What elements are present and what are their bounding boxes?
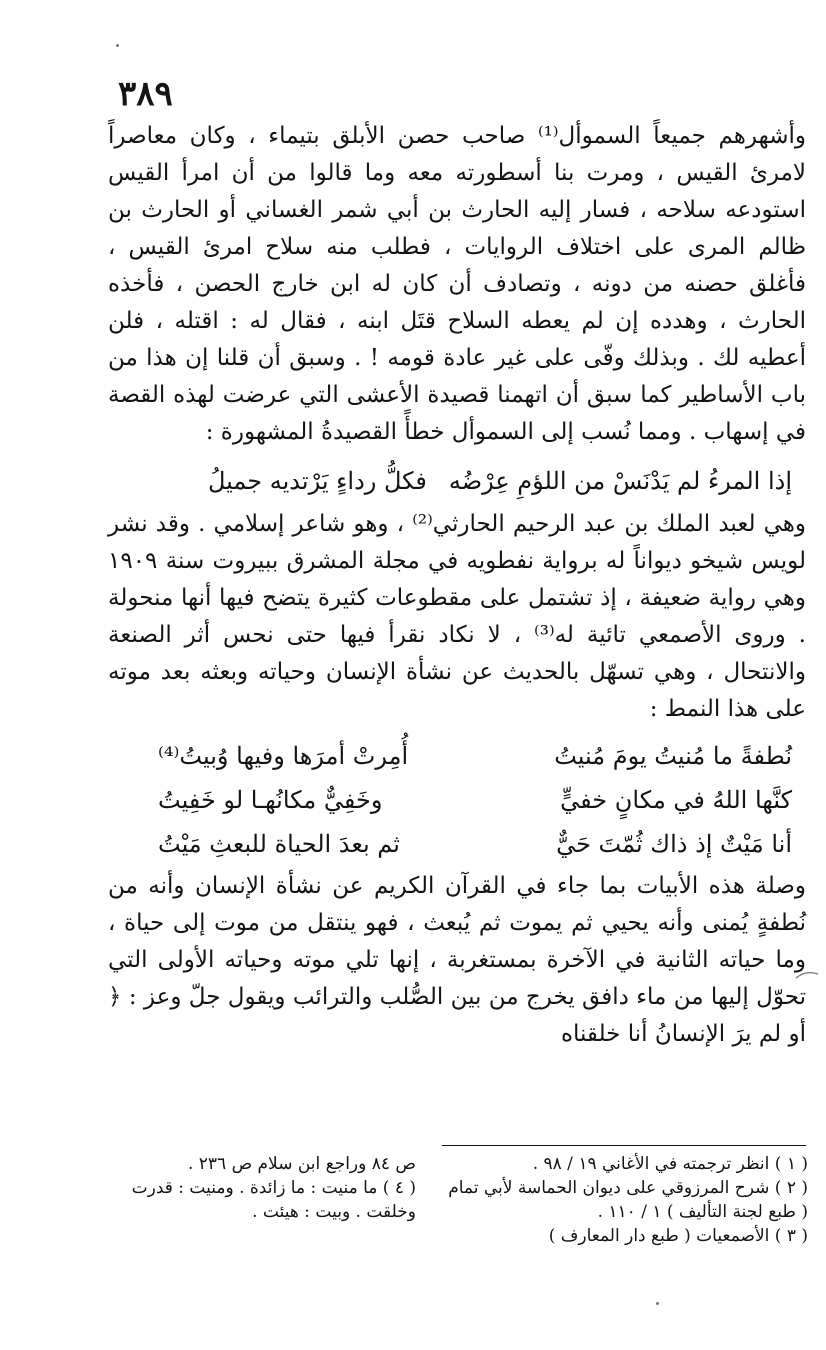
poem-second-hemistich: ثم بعدَ الحياة للبعثِ مَيْتُ (158, 830, 400, 858)
footnote-4: ( ٤ ) ما منيت : ما زائدة . ومنيت : قدرت (131, 1178, 416, 1198)
poem-verse (158, 734, 792, 778)
poem-block (108, 734, 806, 866)
paragraph-2: وهي لعبد الملك بن عبد الرحيم الحارثي⁽²⁾ ، وهو شاعر إسلامي . وقد نشر لويس شيخو ديواناً له برواية نفطويه في مجلة المشرق ببيروت سنة ١٩٠٩ وهي رواية ضعيفة ، إذ تشتمل على مقطوعات كثيرة يتضح فيها أنها منحولة . وروى الأصمعي تائية له⁽³⁾ ، لا نكاد نقرأ فيها حتى نحس أثر الصنعة والانتحال ، وهي تسهّل بالحديث عن نشأة الإنسان وحياته وبعثه بعد موته على هذا النمط : (108, 511, 806, 722)
footnote-1: ( ١ ) انظر ترجمته في الأغاني ١٩ / ٩٨ . (532, 1154, 808, 1174)
page-number: ٣٨٩ (118, 74, 173, 114)
verse-first-hemistich: إذا المرءُ لم يَدْنَسْ من اللؤمِ عِرْضُه (448, 467, 792, 495)
margin-mark (794, 968, 820, 980)
poem-second-hemistich: أُمِرتْ أمرَها وفيها وُبيتُ⁽⁴⁾ (158, 742, 409, 770)
poem-verse (158, 822, 792, 866)
verse-samaw-al (108, 461, 806, 502)
footnote-2: ( ٢ ) شرح المرزوقي على ديوان الحماسة لأبي تمام ( طبع لجنة التأليف ) ١ / ١١٠ . (448, 1178, 808, 1222)
paragraph-3: وصلة هذه الأبيات بما جاء في القرآن الكريم عن نشأة الإنسان وأنه من نُطفةٍ يُمنى وأنه يحيي ثم يموت ثم يُبعث ، فهو ينتقل من موت إلى حياة ، وما حياته الثانية في الآخرة بمستغربة ، إنها تلي موته وحياته الأولى التي تحوّل إليها من ماء دافق يخرج من بين الصُّلب والترائب ويقول جلّ وعز : ﴿ أو لم يرَ الإنسانُ أنا خلقناه (108, 873, 806, 1047)
footnote-3-continued: ص ٨٤ وراجع ابن سلام ص ٢٣٦ . (187, 1154, 416, 1174)
scan-speck (116, 44, 119, 47)
scan-speck (656, 1302, 659, 1305)
footnotes-right-column (440, 1152, 808, 1248)
poem-first-hemistich: أنا مَيْتٌ إذ ذاك ثُمّتَ حَيٌّ (556, 830, 792, 858)
poem-first-hemistich: نُطفةً ما مُنيتُ يومَ مُنيتُ (554, 742, 792, 770)
footnote-4-continued: وخلقت . وبيت : هيئت . (252, 1202, 416, 1222)
footnote-3: ( ٣ ) الأصمعيات ( طبع دار المعارف ) (548, 1226, 808, 1246)
verse-second-hemistich: فكلُّ رداءٍ يَرْتديه جميلُ (208, 467, 427, 495)
main-text (108, 118, 806, 1053)
footnotes-left-column (131, 1152, 416, 1224)
paragraph-1: وأشهرهم جميعاً السموأل⁽¹⁾ صاحب حصن الأبلق بتيماء ، وكان معاصراً لامرئ القيس ، ومرت بنا أسطورته معه وما قالوا من أن امرأ القيس استودعه سلاحه ، فسار إليه الحارث بن أبي شمر الغساني أو الحارث بن ظالم المرى على اختلاف الروايات ، فطلب منه سلاح امرئ القيس ، فأغلق حصنه من دونه ، وتصادف أن كان له ابن خارج الحصن ، فأخذه الحارث ، وهدده إن لم يعطه السلاح قتَل ابنه ، فقال له : اقتله ، فلن أعطيه لك . وبذلك وفّى على غير عادة قومه ! . وسبق أن قلنا إن هذا من باب الأساطير كما سبق أن اتهمنا قصيدة الأعشى التي عرضت لهذه القصة في إسهاب . ومما نُسب إلى السموأل خطأً القصيدةُ المشهورة : (108, 123, 806, 445)
footnote-divider (442, 1145, 806, 1146)
poem-first-hemistich: كنَّها اللهُ في مكانٍ خفيٍّ (560, 786, 792, 814)
poem-second-hemistich: وخَفِيٌّ مكانُهـا لو خَفِيتُ (158, 786, 383, 814)
poem-verse (158, 778, 792, 822)
